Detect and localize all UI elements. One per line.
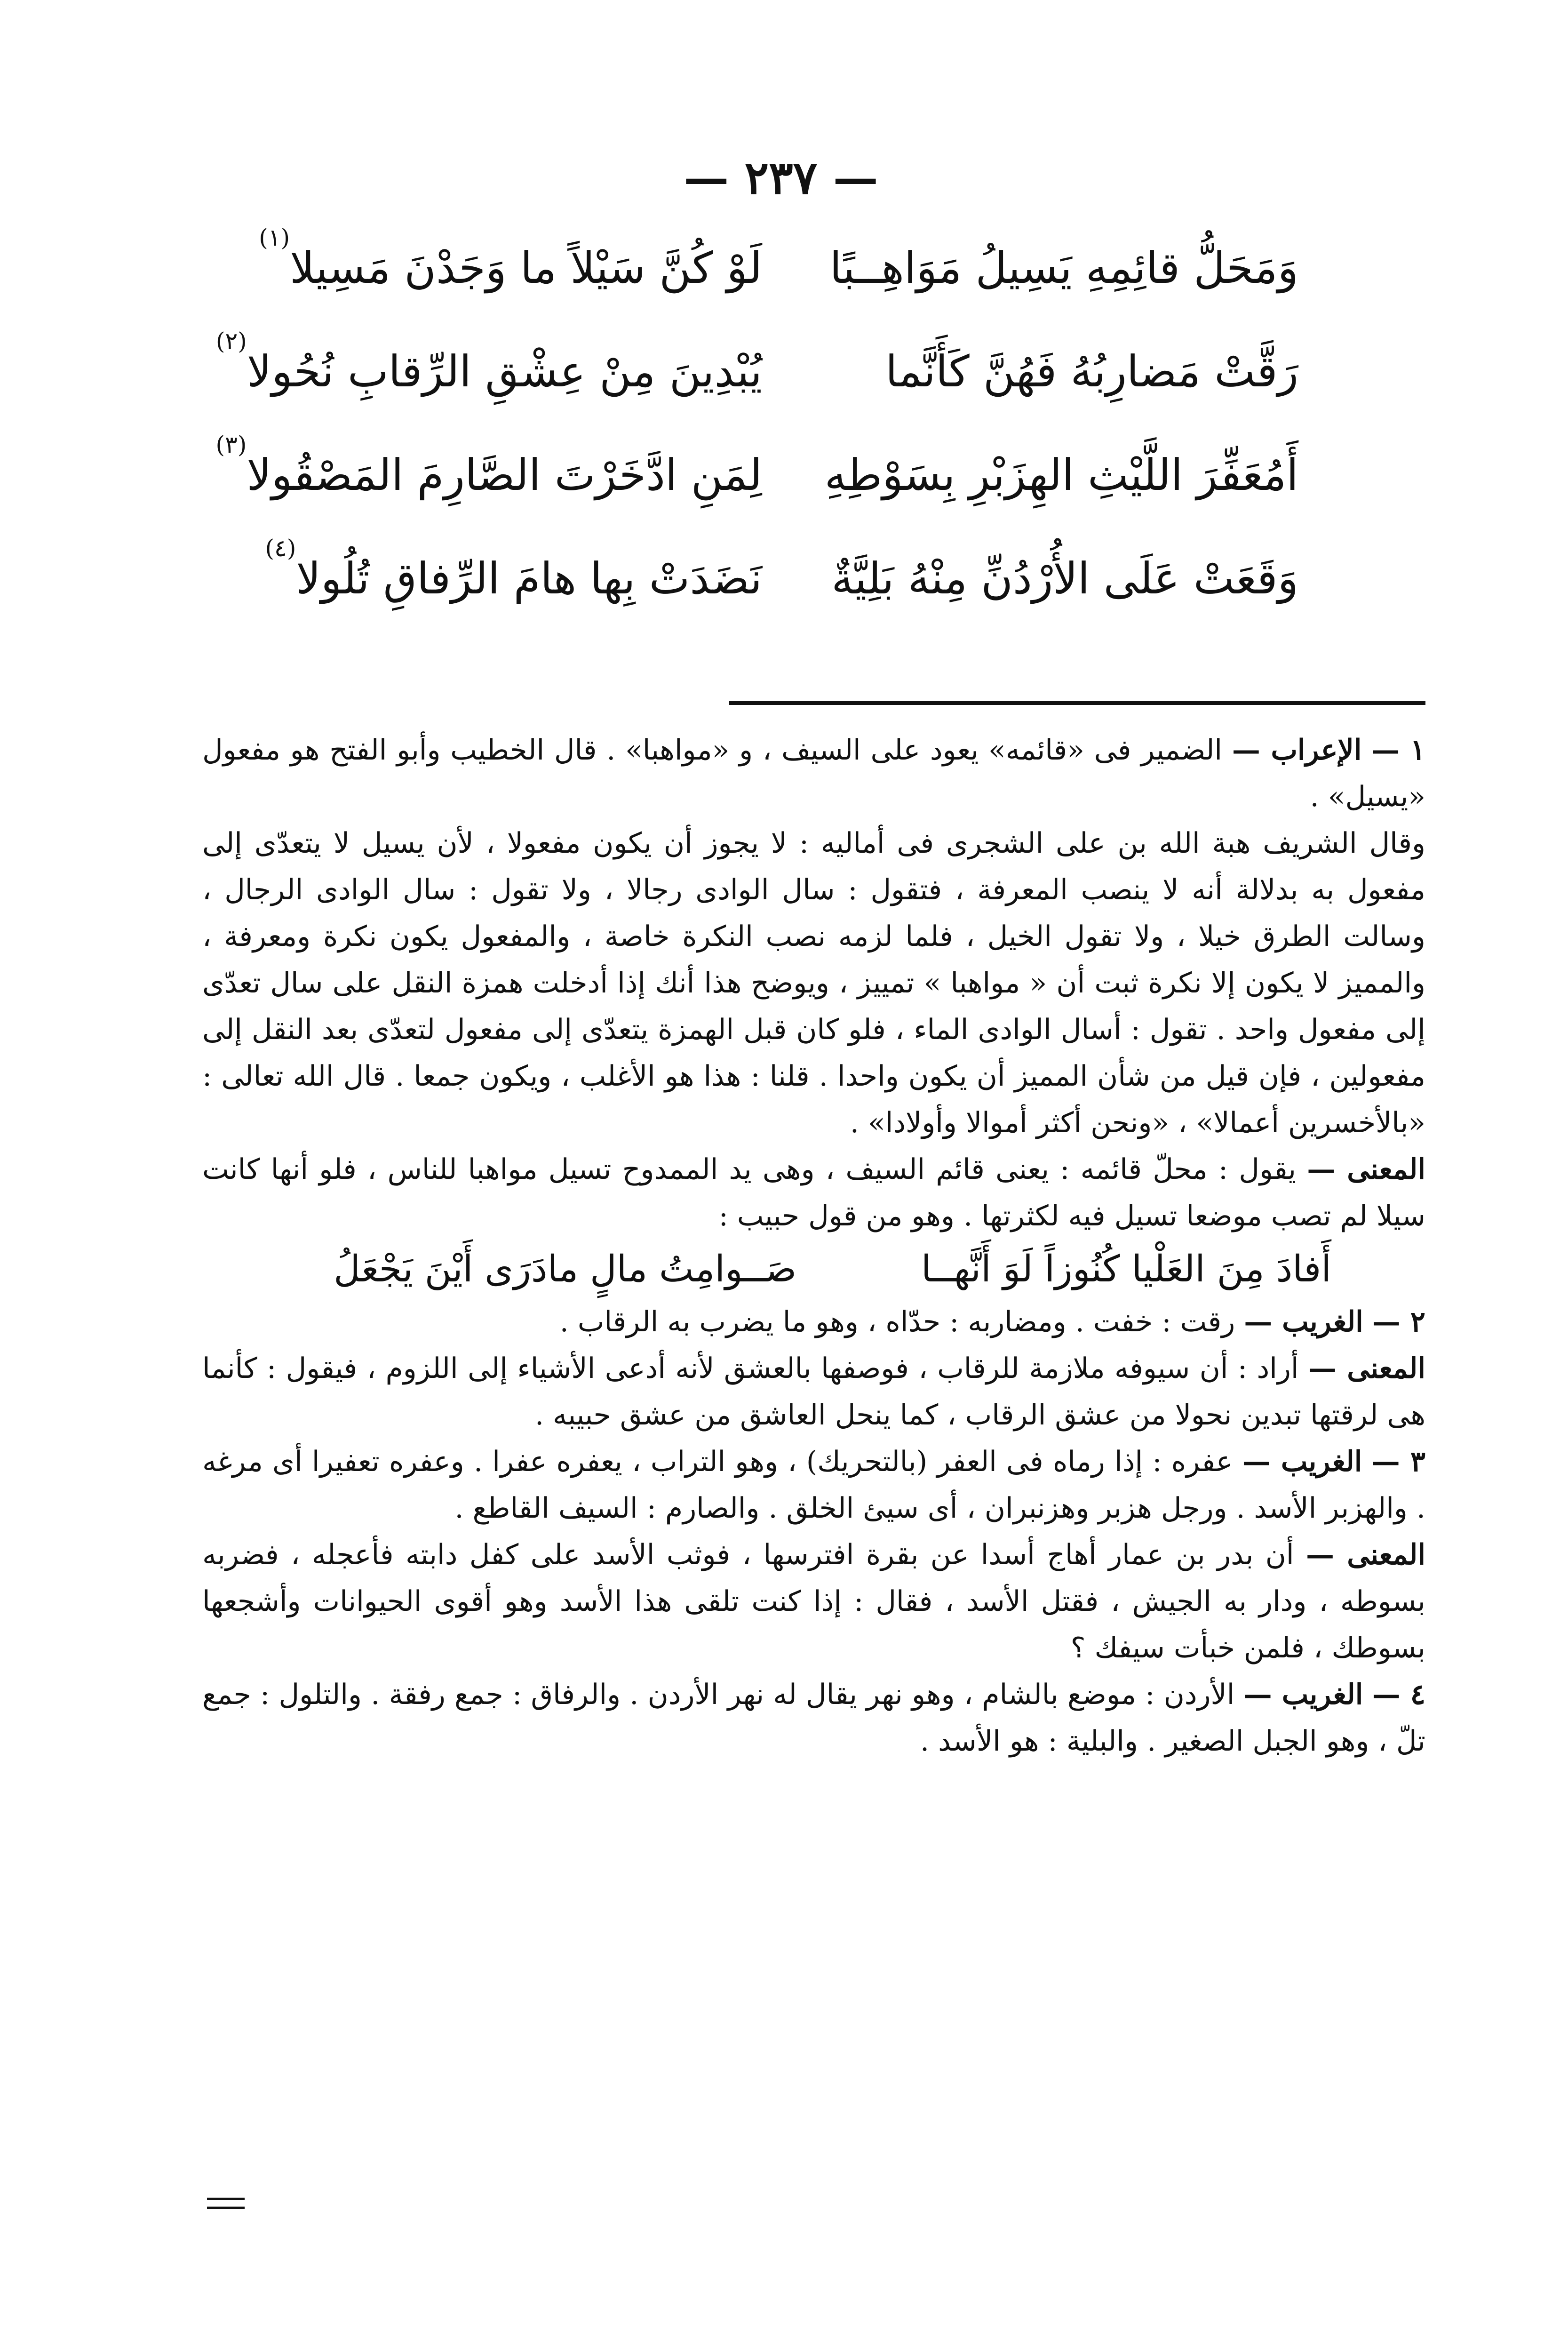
page-number: — ٢٣٧ — (684, 151, 878, 204)
verse-4-first-hemistich: وَقَعَتْ عَلَى الأُرْدُنِّ مِنْهُ بَلِيَّةٌ (831, 553, 1298, 604)
note-1-discussion: وقال الشريف هبة الله بن على الشجرى فى أماليه : لا يجوز أن يكون مفعولا ، لأن يسيل لا يتعدّى إلى مفعول به بدلالة أنه لا ينصب المعرفة ، فتقول : سال الوادى رجالا ، ولا تقول : سال الوادى الرجال ، وسالت الطرق خيلا ، ولا تقول الخيل ، فلما لزمه نصب النكرة خاصة ، والمفعول يكون نكرة ومعرفة ، والمميز لا يكون إلا نكرة ثبت أن « مواهبا » تمييز ، ويوضح هذا أنك إذا أدخلت همزة النقل على سال تعدّى إلى مفعول واحد . تقول : أسال الوادى الماء ، فلو كان قبل الهمزة يتعدّى إلى مفعول لتعدّى بعد النقل إلى مفعولين ، فإن قيل من شأن المميز أن يكون واحدا . قلنا : هذا هو الأغلب ، ويكون جمعا . قال الله تعالى : «بالأخسرين أعمالا» ، «ونحن أكثر أموالا وأولادا» . (202, 827, 1425, 1139)
footnote-ref-2: (٢) (215, 328, 247, 355)
note-3-meaning (202, 1532, 1425, 1672)
note-4-label: الغريب — (1243, 1678, 1363, 1711)
verse-line-2 (215, 328, 1298, 414)
note-2-meaning-label: المعنى — (1308, 1352, 1426, 1385)
note-1-text: الضمير فى «قائمه» يعود على السيف ، و «مواهبا» . قال الخطيب وأبو الفتح هو مفعول «يسيل» . (202, 734, 1425, 813)
quoted-verse-first-hemistich: أَفادَ مِنَ العَلْيا كُنُوزاً لَوَ أَنَّهــا (921, 1248, 1331, 1290)
verse-2-second-hemistich (216, 329, 762, 414)
footnote-divider (729, 701, 1425, 705)
quoted-verse-second-hemistich: صَــوامِتُ مالٍ مادَرَى أَيْنَ يَجْعَلُ (334, 1248, 797, 1290)
note-1-parsing (202, 727, 1425, 820)
note-4-text: الأردن : موضع بالشام ، وهو نهر يقال له نهر الأردن . والرفاق : جمع رفقة . والتلول : جمع تلّ ، وهو الجبل الصغير . والبلية : هو الأسد . (202, 1678, 1425, 1758)
verse-2-first-hemistich: رَقَّتْ مَضارِبُهُ فَهُنَّ كَأَنَّما (885, 346, 1298, 397)
note-4-glossary (202, 1672, 1425, 1765)
note-3-glossary (202, 1439, 1425, 1532)
note-1-meaning-text: يقول : محلّ قائمه : يعنى قائم السيف ، وهى يد الممدوح تسيل مواهبا للناس ، فلو أنها كانت سيلا لم تصب موضعا تسيل فيه لكثرتها . وهو من قول حبيب : (202, 1153, 1425, 1232)
verse-1-second-text: لَوْ كُنَّ سَيْلاً ما وَجَدْنَ مَسِيلا (290, 243, 762, 293)
note-2-meaning (202, 1345, 1425, 1439)
note-2-meaning-text: أراد : أن سيوفه ملازمة للرقاب ، فوصفها بالعشق لأنه أدعى الأشياء إلى اللزوم ، فيقول : كأنما هى لرقتها تبدين نحولا من عشق الرقاب ، كما ينحل العاشق من عشق حبيبه . (202, 1352, 1425, 1432)
footnote-ref-4: (٤) (265, 535, 296, 562)
verse-line-1 (254, 226, 1298, 311)
note-1-meaning-label: المعنى — (1307, 1153, 1426, 1186)
verse-4-second-hemistich (265, 536, 762, 621)
verse-1-first-hemistich: وَمَحَلُّ قائِمِهِ يَسِيلُ مَوَاهِــبًا (829, 243, 1298, 293)
verse-line-3 (215, 431, 1298, 518)
note-1-label: الإعراب — (1232, 734, 1362, 767)
verse-line-4 (254, 536, 1298, 621)
note-3-meaning-label: المعنى — (1306, 1538, 1425, 1571)
note-3-meaning-text: أن بدر بن عمار أهاج أسدا عن بقرة افترسها ، فوثب الأسد على كفل دابته فأعجله ، فضربه بسوطه ، ودار به الجيش ، فقتل الأسد ، فقال : إذا كنت تلقى هذا الأسد وهو أقوى الحيوانات وأشجعها بسوطك ، فلمن خبأت سيفك ؟ (202, 1538, 1425, 1664)
verse-3-second-text: لِمَنِ ادَّخَرْتَ الصَّارِمَ المَصْقُولا (247, 450, 762, 500)
note-1-number: ١ — (1371, 734, 1426, 767)
verse-4-second-text: نَضَدَتْ بِها هامَ الرِّفاقِ تُلُولا (296, 553, 762, 604)
note-2-text: رقت : خفت . ومضاربه : حدّاه ، وهو ما يضرب به الرقاب . (559, 1305, 1235, 1338)
note-3-number: ٣ — (1371, 1445, 1425, 1478)
note-4-number: ٤ — (1372, 1678, 1426, 1711)
note-2-number: ٢ — (1372, 1305, 1425, 1338)
footnote-ref-1: (١) (259, 224, 290, 251)
verse-1-second-hemistich (259, 226, 762, 311)
footnotes (202, 727, 1425, 1765)
verse-3-first-hemistich: أَمُعَفِّرَ اللَّيْثِ الهِزَبْرِ بِسَوْطِهِ (824, 450, 1298, 500)
continuation-mark (207, 2198, 245, 2216)
note-1-quoted-verse (202, 1243, 1425, 1295)
note-1-meaning (202, 1146, 1425, 1240)
note-3-text: عفره : إذا رماه فى العفر (بالتحريك) ، وهو التراب ، يعفره عفرا . وعفره تعفيرا أى مرغه . والهزبر الأسد . ورجل هزبر وهزنبران ، أى سيئ الخلق . والصارم : السيف القاطع . (202, 1445, 1425, 1525)
note-2-label: الغريب — (1244, 1305, 1363, 1338)
verse-3-second-hemistich (215, 433, 762, 518)
note-3-label: الغريب — (1242, 1445, 1362, 1478)
note-2-glossary (202, 1299, 1425, 1345)
verse-2-second-text: يُبْدِينَ مِنْ عِشْقِ الرِّقابِ نُحُولا (247, 346, 762, 397)
footnote-ref-3: (٣) (215, 431, 247, 458)
